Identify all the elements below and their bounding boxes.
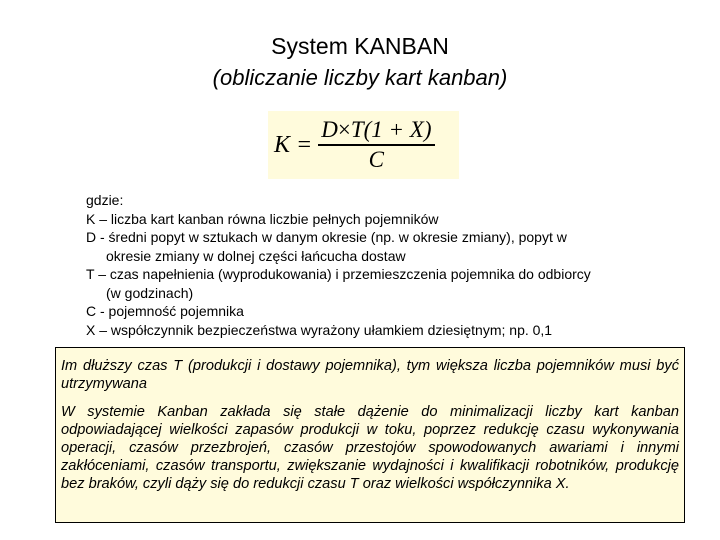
definition-x: X – współczynnik bezpieczeństwa wyrażony ułamkiem dziesiętnym; np. 0,1: [86, 321, 553, 338]
formula-numerator: [318, 116, 434, 144]
formula-denominator: C: [368, 146, 385, 172]
definition-d: D - średni popyt w sztukach w danym okresie (np. w okresie zmiany), popyt w: [86, 229, 567, 245]
page-subtitle: (obliczanie liczby kart kanban): [212, 65, 508, 90]
formula-var-d: D: [321, 117, 338, 143]
kanban-formula: [268, 111, 459, 179]
formula-lhs: K =: [274, 131, 313, 158]
formula-times: ×: [337, 117, 351, 143]
definition-k: K – liczba kart kanban równa liczbie pełnych pojemników: [86, 210, 439, 227]
page-title: System KANBAN: [271, 33, 449, 59]
note-minimization: W systemie Kanban zakłada się stałe dążenie do minimalizacji liczby kart kanban odpowiadającej wielkości zapasów produkcji w toku, poprzez redukcję czasu wykonywania operacji, czasów przezbrojeń, czasów przestojów spowodowanych awariami i innymi zakłóceniami, czasów transportu, zwiększanie wydajności i kwalifikacji robotników, produkcję bez braków, czyli dąży się do redukcji czasu T oraz wielkości współczynnika X.: [61, 404, 679, 492]
definition-t-continued: (w godzinach): [106, 284, 194, 301]
definition-d-continued: okresie zmiany w dolnej części łańcucha dostaw: [106, 247, 406, 264]
definition-t: T – czas napełnienia (wyprodukowania) i przemieszczenia pojemnika do odbiorcy: [86, 266, 591, 282]
definition-c: C - pojemność pojemnika: [86, 303, 244, 319]
formula-fraction: [318, 116, 434, 174]
notes-box: [55, 347, 685, 523]
formula-paren: (1 + X): [363, 117, 432, 143]
formula-var-t: T: [350, 117, 364, 143]
definitions-heading: gdzie:: [86, 192, 124, 208]
note-time: Im dłuższy czas T (produkcji i dostawy pojemnika), tym większa liczba pojemników musi być utrzymywana: [61, 358, 679, 392]
definitions-list: [86, 191, 686, 339]
